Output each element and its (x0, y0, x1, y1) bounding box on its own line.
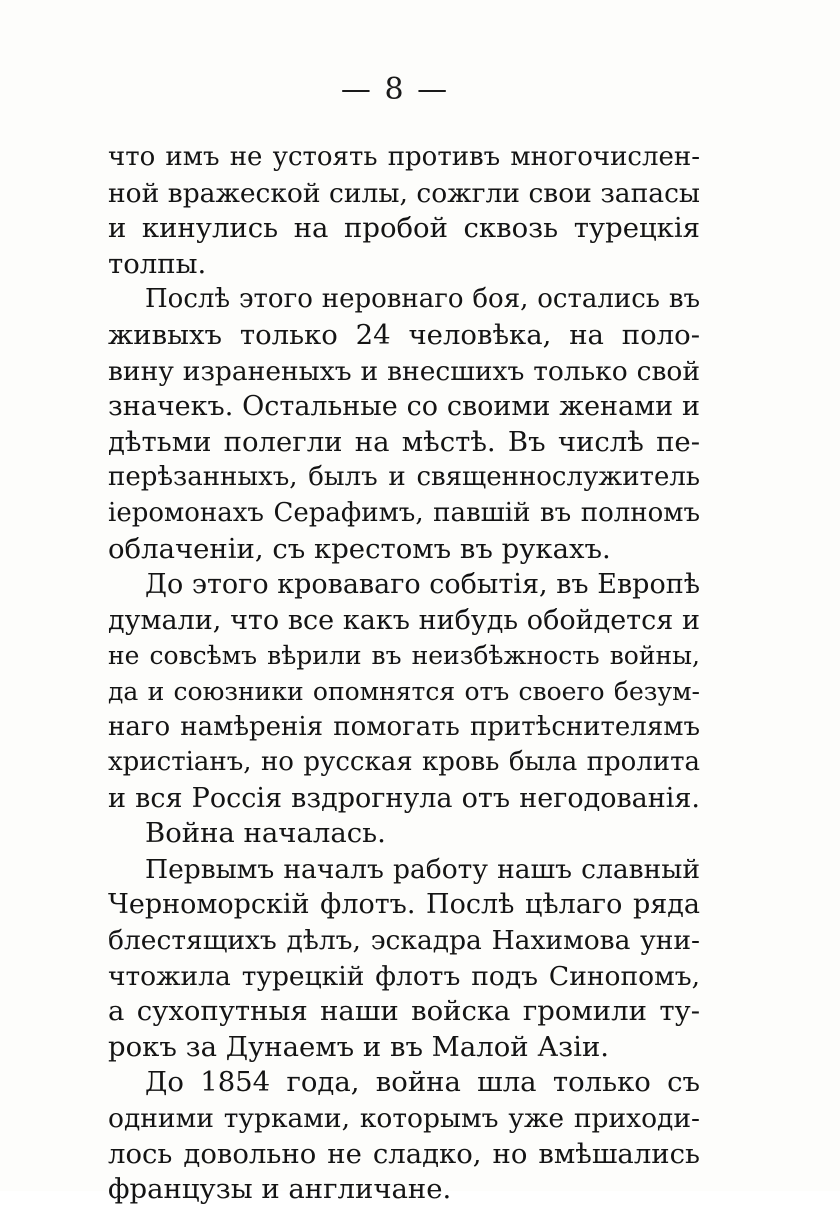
text-line: рокъ за Дунаемъ и въ Малой Азіи. (108, 1030, 610, 1063)
text-line: До 1854 года, война шла только съ (145, 1066, 700, 1099)
text-line: толпы. (108, 247, 207, 280)
text-line: живыхъ только 24 человѣка, на поло- (108, 318, 700, 351)
text-line: Первымъ началъ работу нашъ славный (145, 853, 700, 885)
text-line: ной вражеской силы, сожгли свои запасы (108, 177, 700, 209)
text-line: лось довольно не сладко, но вмѣшались (108, 1137, 700, 1170)
text-line: не совсѣмъ вѣрили въ неизбѣжность войны, (108, 641, 700, 671)
text-line: чтожила турецкій флотъ подъ Синопомъ, (108, 960, 700, 992)
text-line: Черноморскій флотъ. Послѣ цѣлаго ряда (108, 889, 700, 921)
text-line: іеромонахъ Серафимъ, павшій въ полномъ (108, 497, 700, 528)
text-line: дѣтьми полегли на мѣстѣ. Въ числѣ пе- (108, 425, 700, 458)
text-line: что имъ не устоять противъ многочислен- (108, 142, 700, 172)
text-line: значекъ. Остальные со своими женами и (108, 391, 700, 423)
text-line: Война началась. (145, 817, 386, 850)
body-text (108, 140, 700, 1208)
text-line: а сухопутныя наши войска громили ту- (108, 995, 700, 1028)
text-line: вину израненыхъ и внесшихъ только свой (108, 355, 700, 387)
text-line: наго намѣренія помогать притѣснителямъ (108, 711, 700, 742)
text-line: Послѣ этого неровнаго боя, остались въ (145, 284, 700, 315)
text-line: перѣзанныхъ, былъ и священнослужитель (108, 462, 700, 493)
text-line: До этого кроваваго событія, въ Европѣ (145, 569, 700, 601)
text-line: христіанъ, но русская кровь была пролита (108, 747, 700, 778)
text-line: французы и англичане. (108, 1173, 452, 1206)
page-number: — 8 — (340, 72, 450, 107)
text-line: да и союзники опомнятся отъ своего безум- (108, 676, 700, 706)
text-line: одними турками, которымъ уже приходи- (108, 1103, 700, 1135)
text-line: и вся Россія вздрогнула отъ негодованія. (108, 782, 700, 814)
text-line: и кинулись на пробой сквозь турецкія (108, 212, 700, 245)
text-line: облаченіи, съ крестомъ въ рукахъ. (108, 532, 611, 565)
text-line: блестящихъ дѣлъ, эскадра Нахимова уни- (108, 925, 700, 957)
text-line: думали, что все какъ нибудь обойдется и (108, 604, 700, 636)
